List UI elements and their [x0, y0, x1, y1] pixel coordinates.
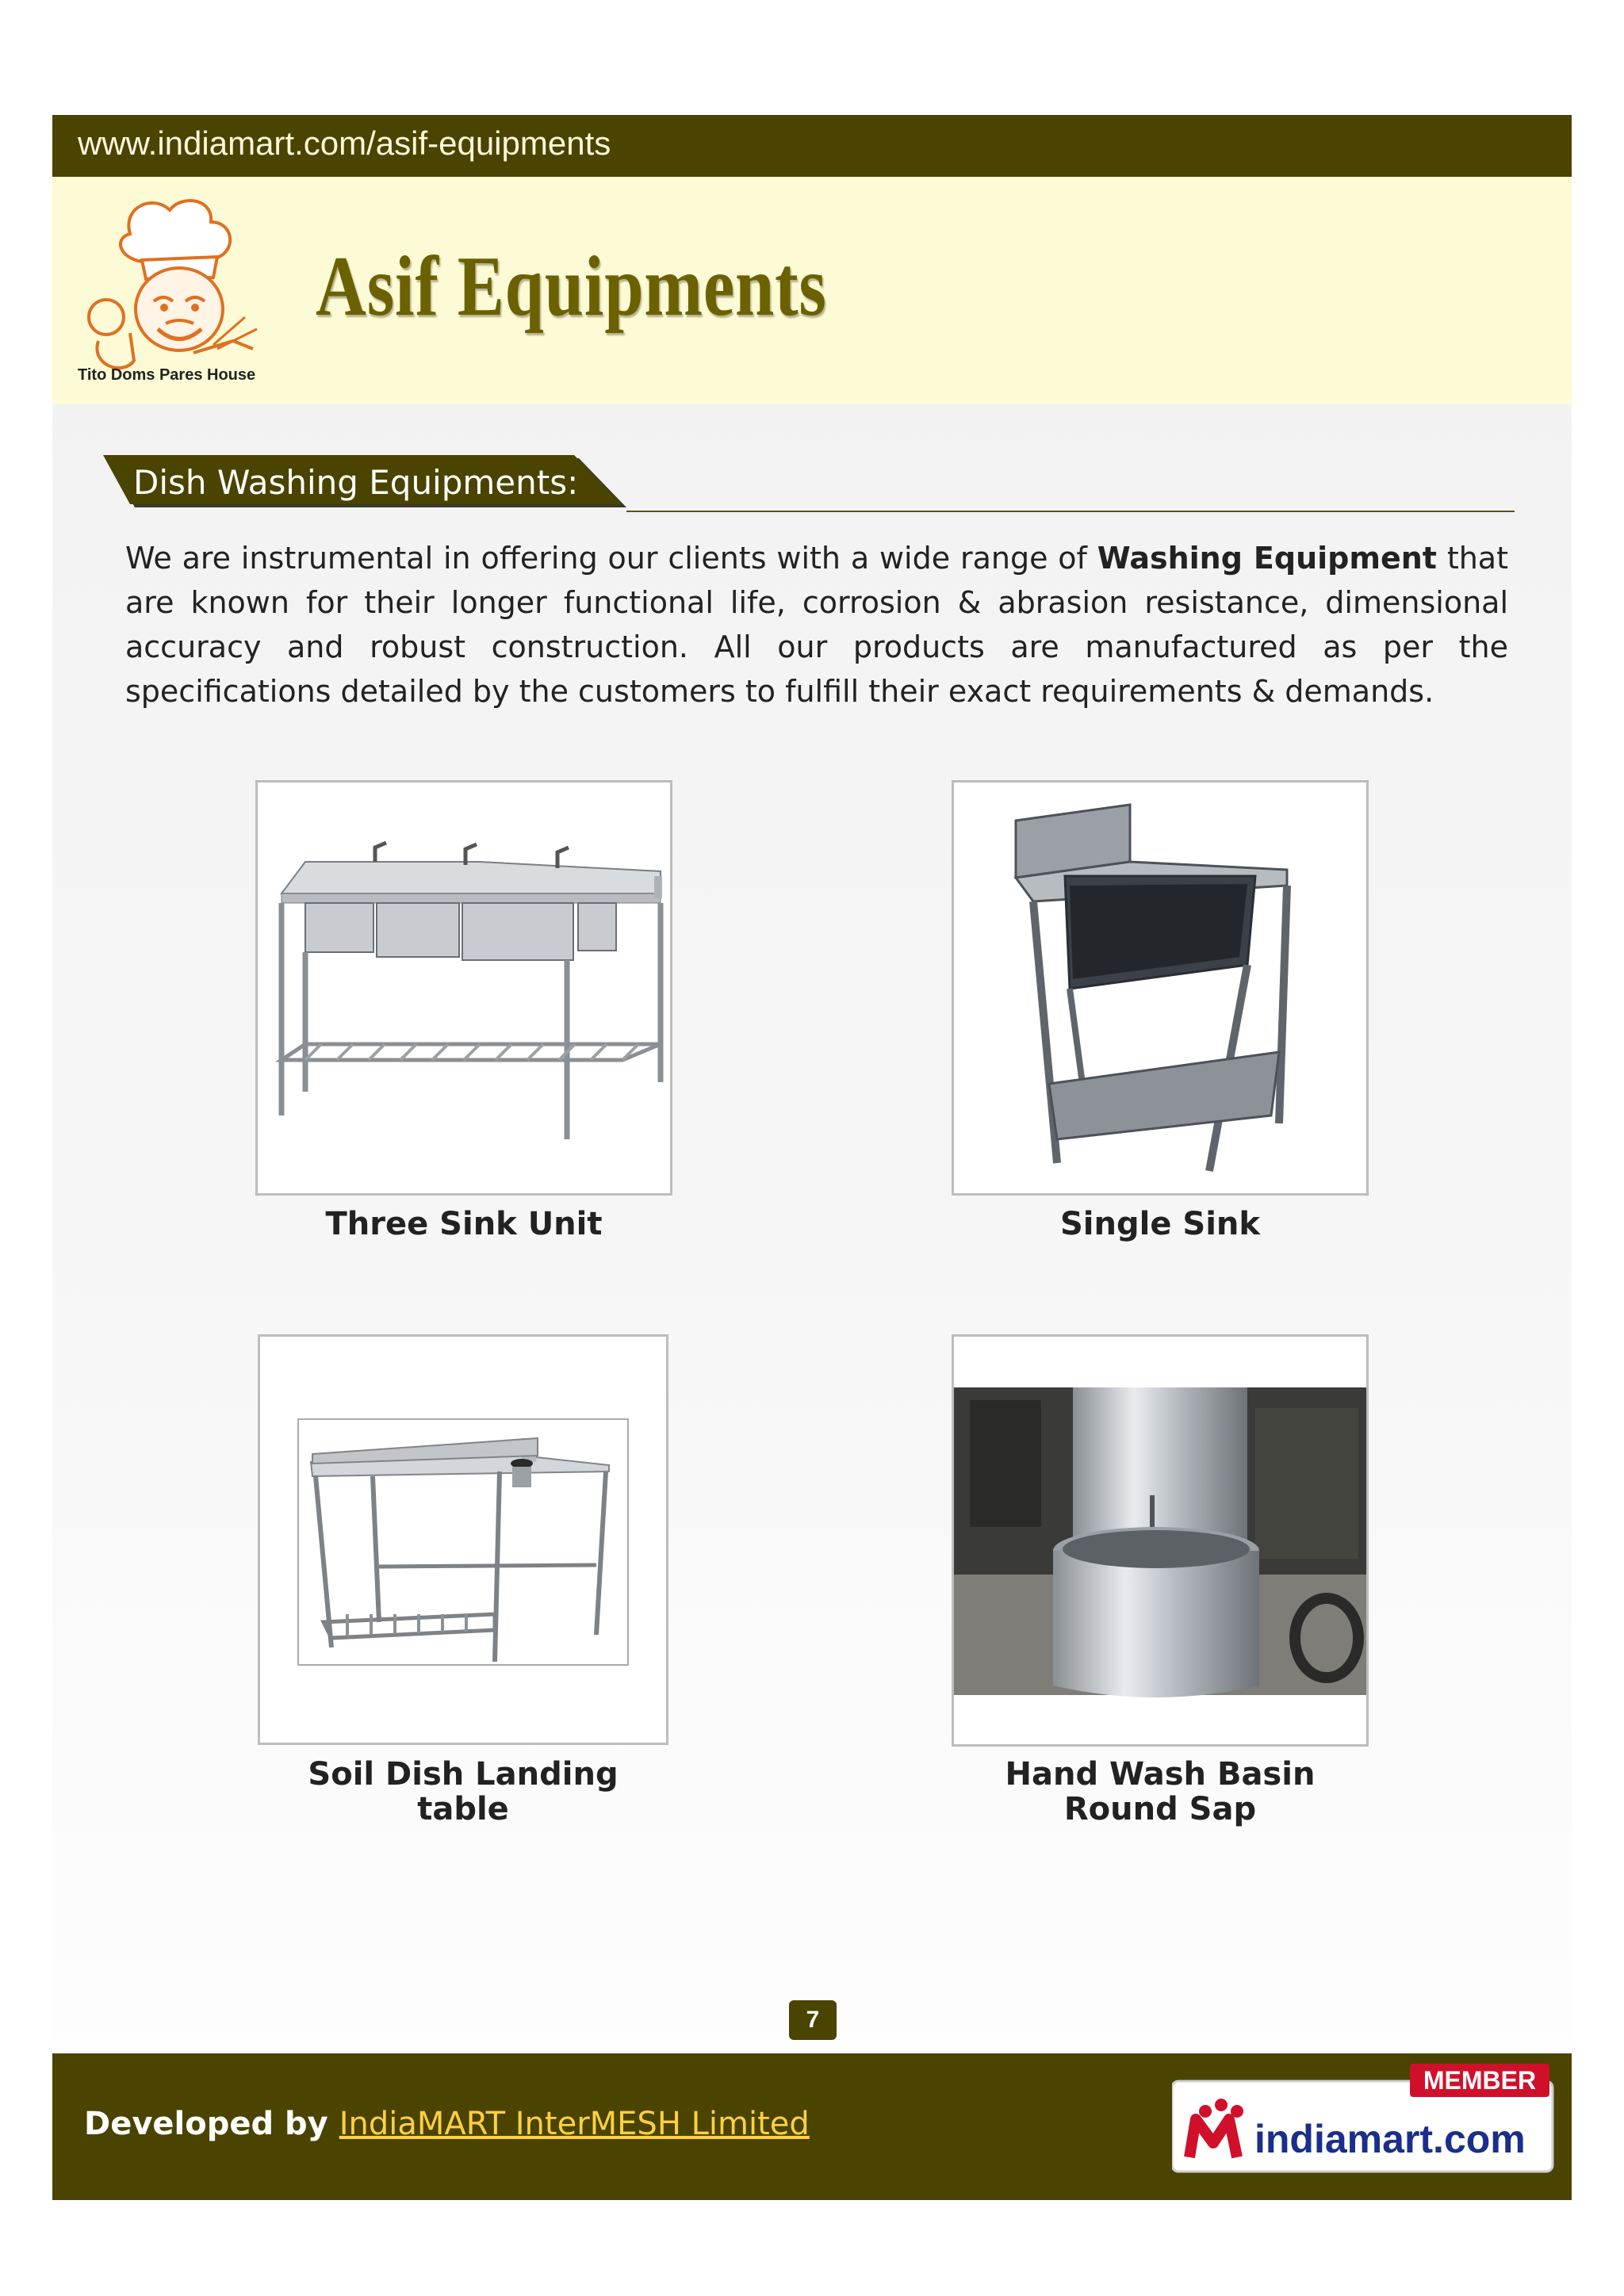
product-name-three-sink-unit: Three Sink Unit: [325, 1206, 603, 1242]
indiamart-member-badge[interactable]: [1172, 2064, 1554, 2173]
three-sink-unit-image: [258, 783, 670, 1193]
product-image-single-sink[interactable]: [952, 780, 1369, 1196]
product-image-three-sink-unit[interactable]: [255, 780, 672, 1196]
site-url[interactable]: www.indiamart.com/asif-equipments: [78, 124, 611, 162]
badge-label: MEMBER: [1423, 2066, 1537, 2095]
product-name-hand-wash-basin-round-sap: Hand Wash Basin Round Sap: [1005, 1756, 1316, 1827]
company-name: Asif Equipments: [316, 239, 827, 334]
product-image-soil-dish-landing-table[interactable]: [258, 1334, 668, 1745]
chef-logo-icon: [75, 190, 282, 388]
badge-brand: indiamart.com: [1254, 2117, 1526, 2161]
section-divider: [626, 511, 1515, 512]
hand-wash-basin-image: [954, 1337, 1366, 1744]
url-bar: [52, 115, 1572, 177]
product-name-soil-dish-landing-table: Soil Dish Landing table: [308, 1756, 619, 1827]
product-image-hand-wash-basin-round-sap[interactable]: [952, 1334, 1369, 1747]
section-intro: We are instrumental in offering our clients with a wide range of Washing Equipment that are known for their longer functional life, corrosion & abrasion resistance, dimensional accuracy and robust construction. All our products are manufactured as per the specifications detailed by the customers to fulfill their exact requirements & demands.: [125, 541, 1508, 709]
developer-link[interactable]: IndiaMART InterMESH Limited: [339, 2106, 810, 2142]
product-name-single-sink: Single Sink: [1060, 1206, 1260, 1242]
soil-dish-landing-table-image: [260, 1337, 666, 1743]
section-title: Dish Washing Equipments:: [133, 463, 579, 502]
single-sink-image: [954, 783, 1366, 1193]
page-number: 7: [789, 2000, 837, 2040]
intro-highlight: Washing Equipment: [1097, 541, 1437, 576]
logo-caption: Tito Doms Pares House: [78, 366, 256, 384]
developed-by: Developed by IndiaMART InterMESH Limited: [84, 2106, 810, 2142]
